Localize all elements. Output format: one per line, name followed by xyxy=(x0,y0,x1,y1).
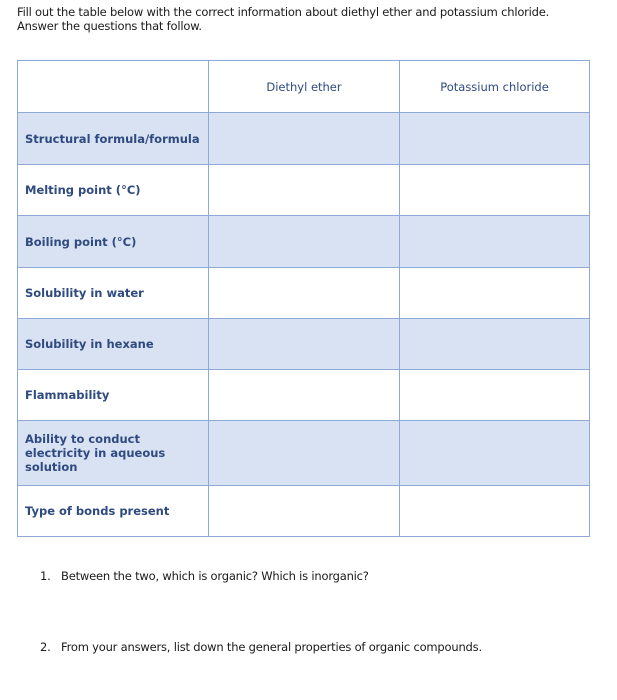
header-diethyl-ether: Diethyl ether xyxy=(209,61,400,113)
properties-table xyxy=(17,60,590,537)
row-label-conductivity: Ability to conduct electricity in aqueous solution xyxy=(18,421,209,486)
instructions-line-2: Answer the questions that follow. xyxy=(17,19,202,33)
table-row xyxy=(18,486,590,537)
diethyl-ether-boiling-point-cell[interactable] xyxy=(209,216,400,268)
diethyl-ether-solubility-water-cell[interactable] xyxy=(209,268,400,319)
row-label-solubility-hexane: Solubility in hexane xyxy=(18,319,209,370)
row-label-flammability: Flammability xyxy=(18,370,209,421)
instructions xyxy=(17,5,607,33)
row-label-boiling-point: Boiling point (°C) xyxy=(18,216,209,268)
header-potassium-chloride: Potassium chloride xyxy=(400,61,590,113)
header-corner-cell xyxy=(18,61,209,113)
question-2 xyxy=(40,640,600,654)
diethyl-ether-bond-type-cell[interactable] xyxy=(209,486,400,537)
potassium-chloride-solubility-hexane-cell[interactable] xyxy=(400,319,590,370)
table-row xyxy=(18,319,590,370)
diethyl-ether-conductivity-cell[interactable] xyxy=(209,421,400,486)
potassium-chloride-solubility-water-cell[interactable] xyxy=(400,268,590,319)
question-2-text: From your answers, list down the general properties of organic compounds. xyxy=(61,640,482,654)
table-row xyxy=(18,216,590,268)
row-label-bond-type: Type of bonds present xyxy=(18,486,209,537)
diethyl-ether-structural-formula-cell[interactable] xyxy=(209,113,400,165)
potassium-chloride-conductivity-cell[interactable] xyxy=(400,421,590,486)
table-row xyxy=(18,113,590,165)
table-row xyxy=(18,268,590,319)
table-row xyxy=(18,370,590,421)
potassium-chloride-structural-formula-cell[interactable] xyxy=(400,113,590,165)
table-row xyxy=(18,421,590,486)
question-2-number: 2. xyxy=(40,640,51,654)
question-1-text: Between the two, which is organic? Which is inorganic? xyxy=(61,569,369,583)
diethyl-ether-solubility-hexane-cell[interactable] xyxy=(209,319,400,370)
instructions-line-1: Fill out the table below with the correct information about diethyl ether and potassium chloride. xyxy=(17,5,550,19)
potassium-chloride-melting-point-cell[interactable] xyxy=(400,165,590,216)
row-label-solubility-water: Solubility in water xyxy=(18,268,209,319)
diethyl-ether-flammability-cell[interactable] xyxy=(209,370,400,421)
potassium-chloride-boiling-point-cell[interactable] xyxy=(400,216,590,268)
table-header-row xyxy=(18,61,590,113)
potassium-chloride-bond-type-cell[interactable] xyxy=(400,486,590,537)
potassium-chloride-flammability-cell[interactable] xyxy=(400,370,590,421)
question-1-number: 1. xyxy=(40,569,51,583)
row-label-melting-point: Melting point (°C) xyxy=(18,165,209,216)
diethyl-ether-melting-point-cell[interactable] xyxy=(209,165,400,216)
row-label-structural-formula: Structural formula/formula xyxy=(18,113,209,165)
question-1 xyxy=(40,569,600,583)
table-row xyxy=(18,165,590,216)
